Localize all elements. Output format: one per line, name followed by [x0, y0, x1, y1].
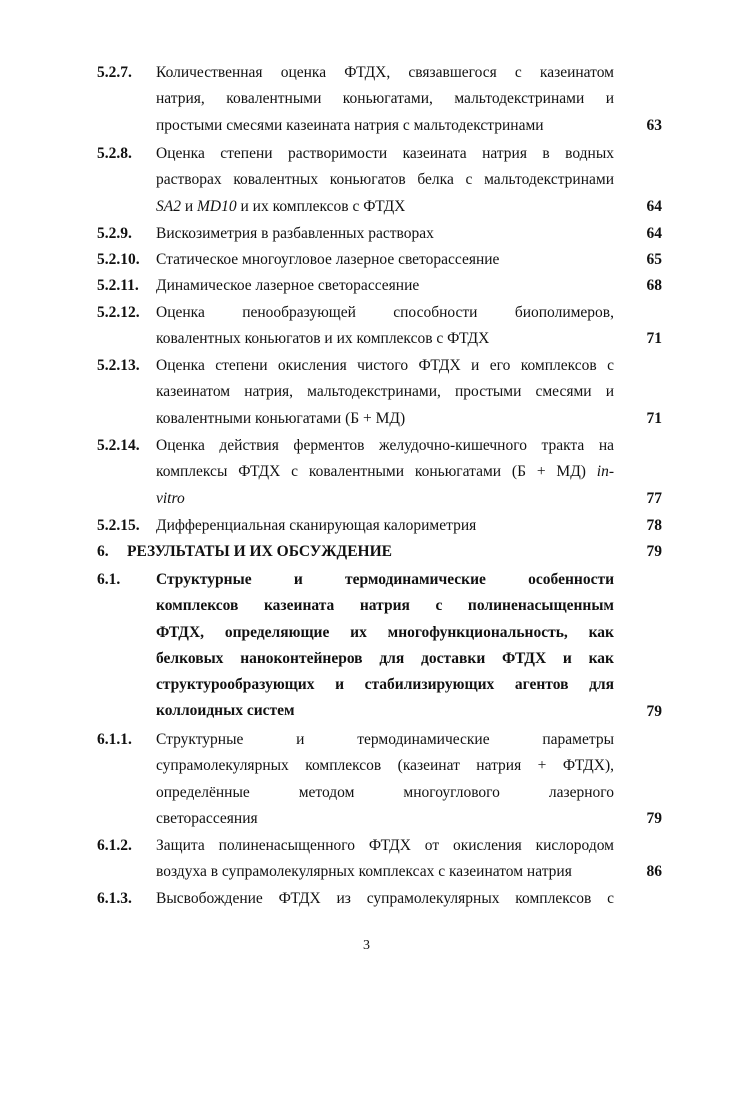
- toc-entry-page: 79: [646, 543, 662, 560]
- toc-line-formatted: vitro: [156, 489, 185, 507]
- toc-entry-number: 6.: [97, 543, 109, 560]
- toc-entry-title: [156, 247, 614, 273]
- toc-line-formatted: SA2 и MD10 и их комплексов с ФТДХ: [156, 197, 406, 215]
- toc-entry-page: 71: [646, 330, 662, 348]
- toc-line: Оценка степени окисления чистого ФТДХ и его комплексов с: [156, 357, 614, 374]
- toc-entry-page: 78: [646, 517, 662, 534]
- toc-line: структурообразующих и стабилизирующих агентов для: [156, 676, 614, 694]
- toc-entry-number: 6.1.: [97, 571, 121, 588]
- toc-entry-number: 5.2.11.: [97, 277, 139, 294]
- toc-entry-number: 5.2.15.: [97, 517, 140, 534]
- toc-entry-title: [156, 433, 614, 512]
- toc-line: Динамическое лазерное светорассеяние: [156, 277, 420, 294]
- toc-line: белковых наноконтейнеров для доставки ФТДХ и как: [156, 649, 614, 667]
- toc-entry-page: 71: [646, 409, 662, 427]
- toc-entry-page: 86: [646, 863, 662, 881]
- toc-entry-title: [156, 833, 614, 886]
- toc-line: Структурные и термодинамические особенности: [156, 571, 614, 588]
- toc-entry-title: [156, 353, 614, 432]
- toc-entry-page: 79: [646, 702, 662, 720]
- toc-entry-number: 5.2.12.: [97, 304, 140, 321]
- toc-entry-number: 5.2.14.: [97, 437, 140, 454]
- page-number: 3: [363, 938, 370, 953]
- toc-line: растворах ковалентных коньюгатов белка с мальтодекстринами: [156, 171, 614, 189]
- toc-entry-page: 64: [646, 225, 662, 242]
- toc-entry-page: 63: [646, 116, 662, 134]
- toc-line-formatted: комплексы ФТДХ с ковалентными коньюгатами (Б + МД) in-: [156, 463, 614, 481]
- toc-entry-title: [156, 221, 614, 247]
- toc-line: Оценка степени растворимости казеината натрия в водных: [156, 145, 614, 162]
- toc-line: Высвобождение ФТДХ из супрамолекулярных комплексов с: [156, 890, 614, 907]
- toc-entry-title: [156, 513, 614, 539]
- toc-line: супрамолекулярных комплексов (казеинат натрия + ФТДХ),: [156, 757, 614, 775]
- toc-line: Структурные и термодинамические параметры: [156, 731, 614, 748]
- toc-entry-number: 5.2.8.: [97, 145, 132, 162]
- toc-line: Оценка действия ферментов желудочно-кишечного тракта на: [156, 437, 614, 454]
- toc-line: Количественная оценка ФТДХ, связавшегося с казеинатом: [156, 64, 614, 81]
- toc-entry-number: 5.2.13.: [97, 357, 140, 374]
- toc-entry-page: 68: [646, 277, 662, 294]
- toc-entry-number: 5.2.9.: [97, 225, 132, 242]
- toc-entry-page: 77: [646, 489, 662, 507]
- toc-line: ФТДХ, определяющие их многофункциональность, как: [156, 623, 614, 641]
- toc-entry-number: 6.1.1.: [97, 731, 132, 748]
- toc-line: определённые методом многоуглового лазерного: [156, 783, 614, 801]
- toc-line: натрия, ковалентными коньюгатами, мальтодекстринами и: [156, 90, 614, 108]
- toc-line: воздуха в супрамолекулярных комплексах с казеинатом натрия: [156, 863, 572, 881]
- toc-entry-title: [127, 539, 585, 565]
- toc-line: комплексов казеината натрия с полиненасыщенным: [156, 597, 614, 615]
- toc-entry-number: 5.2.10.: [97, 251, 140, 268]
- toc-line: ковалентными коньюгатами (Б + МД): [156, 409, 406, 427]
- toc-entry-page: 65: [646, 251, 662, 268]
- toc-line: Оценка пенообразующей способности биополимеров,: [156, 304, 614, 321]
- toc-entry-number: 6.1.2.: [97, 837, 132, 854]
- toc-line: Дифференциальная сканирующая калориметрия: [156, 517, 477, 534]
- toc-entry-number: 5.2.7.: [97, 64, 132, 81]
- toc-line: ковалентных коньюгатов и их комплексов с ФТДХ: [156, 330, 490, 348]
- toc-entry-title: [156, 567, 614, 725]
- toc-entry-number: 6.1.3.: [97, 890, 132, 907]
- toc-entry-page: 79: [646, 809, 662, 827]
- toc-entry-page: 64: [646, 197, 662, 215]
- toc-line: Статическое многоугловое лазерное светорассеяние: [156, 251, 500, 268]
- toc-line: Защита полиненасыщенного ФТДХ от окисления кислородом: [156, 837, 614, 854]
- toc-line: светорассеяния: [156, 809, 258, 827]
- toc-entry-title: [156, 300, 614, 353]
- toc-entry-title: [156, 886, 614, 912]
- toc-entry-title: [156, 60, 614, 139]
- toc-line: РЕЗУЛЬТАТЫ И ИХ ОБСУЖДЕНИЕ: [127, 543, 392, 560]
- toc-entry-title: [156, 727, 614, 832]
- toc-line: казеинатом натрия, мальтодекстринами, простыми смесями и: [156, 383, 614, 401]
- toc-line: Вискозиметрия в разбавленных растворах: [156, 225, 434, 242]
- toc-line: простыми смесями казеината натрия с мальтодекстринами: [156, 116, 544, 134]
- toc-entry-title: [156, 273, 614, 299]
- toc-line: коллоидных систем: [156, 702, 295, 720]
- toc-entry-title: [156, 141, 614, 220]
